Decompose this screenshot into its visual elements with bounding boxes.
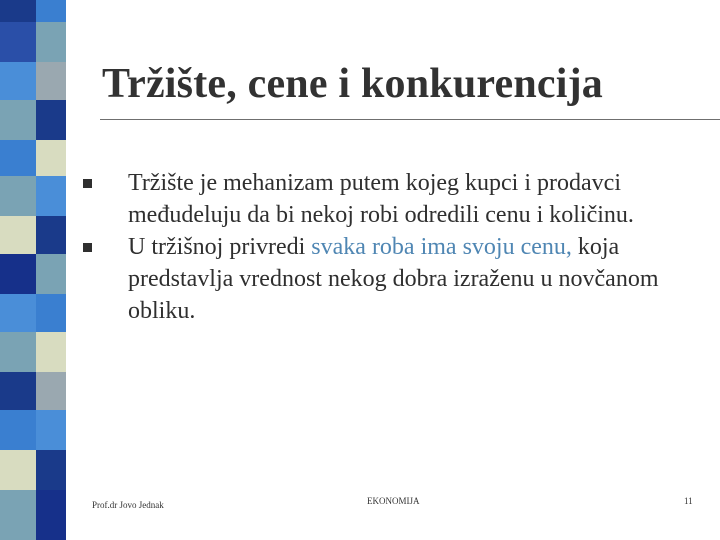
strip-block	[0, 372, 36, 410]
strip-block	[36, 332, 66, 372]
strip-block	[0, 450, 36, 490]
strip-block	[0, 100, 36, 140]
bullet-list	[128, 167, 703, 327]
strip-block	[0, 176, 36, 216]
strip-block	[0, 332, 36, 372]
footer-course: EKONOMIJA	[367, 496, 420, 506]
strip-block	[0, 62, 36, 100]
strip-block	[0, 410, 36, 450]
highlighted-text: svaka roba ima svoju cenu,	[311, 234, 572, 260]
strip-block	[36, 176, 66, 216]
footer-author: Prof.dr Jovo Jednak	[92, 500, 164, 510]
bullet-item-2	[128, 231, 703, 327]
bullet-text-part: koja predstavlja vrednost nekog dobra izraženu u novčanom obliku.	[128, 234, 659, 324]
bullet-square-icon	[83, 243, 92, 252]
strip-block	[36, 140, 66, 176]
page-number: 11	[684, 496, 693, 506]
strip-block	[0, 22, 36, 62]
bullet-text-part: U tržišnoj privredi	[128, 234, 312, 260]
strip-block	[36, 216, 66, 254]
strip-block	[36, 450, 66, 490]
strip-block	[36, 0, 66, 22]
decorative-left-strip	[0, 0, 66, 540]
strip-block	[0, 140, 36, 176]
strip-block	[0, 0, 36, 22]
bullet-square-icon	[83, 179, 92, 188]
strip-block	[36, 22, 66, 62]
title-divider	[100, 119, 720, 120]
bullet-text: Tržište je mehanizam putem kojeg kupci i prodavci međudeluju da bi nekoj robi odredili cenu i količinu.	[128, 170, 634, 228]
strip-block	[36, 100, 66, 140]
bullet-item-1	[128, 167, 703, 231]
strip-block	[0, 294, 36, 332]
strip-block	[0, 490, 36, 540]
strip-block	[0, 254, 36, 294]
strip-block	[0, 216, 36, 254]
strip-block	[36, 490, 66, 540]
strip-block	[36, 294, 66, 332]
strip-block	[36, 254, 66, 294]
strip-block	[36, 410, 66, 450]
strip-block	[36, 62, 66, 100]
slide-title: Tržište, cene i konkurencija	[102, 61, 603, 107]
strip-block	[36, 372, 66, 410]
